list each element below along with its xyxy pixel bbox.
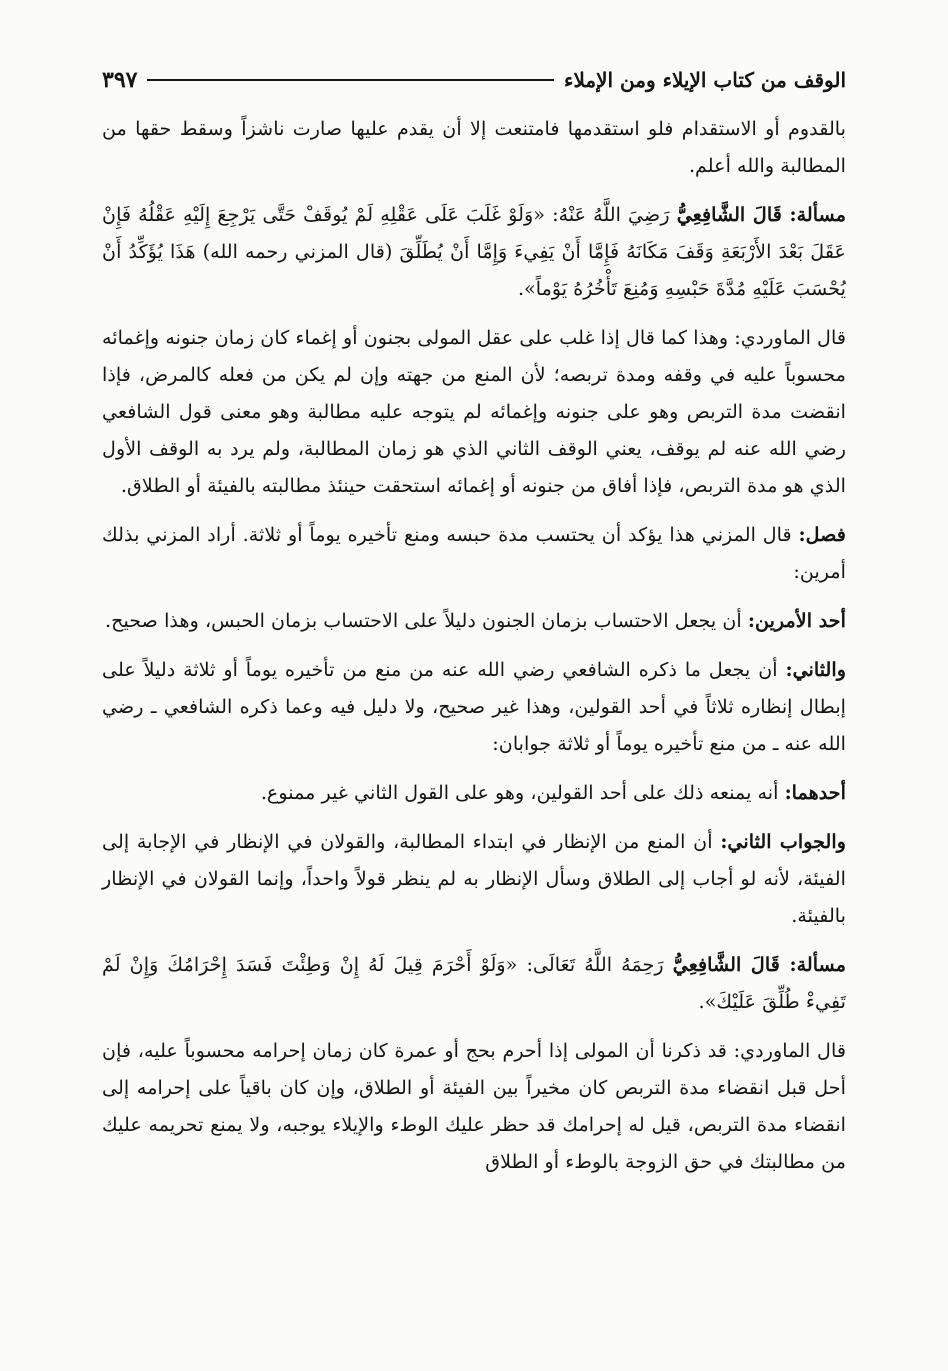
paragraph-lead: مسألة: قَالَ الشَّافِعِيُّ [672,953,846,976]
paragraph-text: قال الماوردي: قد ذكرنا أن المولى إذا أحرم بحج أو عمرة كان زمان إحرامه محسوباً عليه، فإن أحل قبل انقضاء مدة التربص كان مخيراً بين الفيئة أو الطلاق، وإن كان باقياً على إحرامه إلى انقضاء مدة التربص، قيل له إحرامك قد حظر عليك الوطء والإيلاء يوجبه، ولا يمنع تحريمه عليك من مطالبتك في حق الزوجة بالوطء أو الطلاق [102,1039,846,1173]
paragraph-text: قال الماوردي: وهذا كما قال إذا غلب على عقل المولى بجنون أو إغماء كان زمان جنونه وإغمائه محسوباً عليه في وقفه ومدة تربصه؛ لأن المنع من جهته وإن لم يكن من فعله كالمرض، فإذا انقضت مدة التربص وهو على جنونه وإغمائه لم يتوجه عليه مطالبة وهو معنى قول الشافعي رضي الله عنه لم يوقف، يعني الوقف الثاني الذي هو زمان المطالبة، ولم يرد به الوقف الأول الذي هو مدة التربص، فإذا أفاق من جنونه أو إغمائه استحقت حينئذ مطالبته بالفيئة أو الطلاق. [102,326,846,497]
paragraph-mawardi-2 [102,1032,846,1180]
paragraph-lead: فصل: [798,523,846,546]
paragraph-masala-2 [102,946,846,1020]
running-title: الوقف من كتاب الإيلاء ومن الإملاء [564,68,846,92]
paragraph-continuation [102,110,846,184]
page-number: ٣٩٧ [102,67,138,93]
paragraph-text: قال المزني هذا يؤكد أن يحتسب مدة حبسه ومنع تأخيره يوماً أو ثلاثة. أراد المزني بذلك أمرين: [102,523,846,583]
paragraph-text: رَضِيَ اللَّهُ عَنْهُ: «وَلَوْ غَلَبَ عَلَى عَقْلِهِ لَمْ يُوقَفْ حَتَّى يَرْجِعَ إِلَيْهِ عَقْلُهُ فَإِنْ عَقَلَ بَعْدَ الأَرْبَعَةِ وَقَفَ مَكَانَهُ فَإِمَّا أَنْ يَفِيءَ وَإِمَّا أَنْ يُطَلِّقَ (قال المزني رحمه الله) هَذَا يُؤَكِّدُ أَنْ يُحْسَبَ عَلَيْهِ مُدَّةَ حَبْسِهِ وَمُنِعَ تَأْخُرُهُ يَوْماً». [102,203,846,300]
paragraph-lead: أحدهما: [784,781,846,804]
paragraph-second-matter [102,651,846,762]
paragraph-lead: أحد الأمرين: [747,609,846,632]
paragraph-text: بالقدوم أو الاستقدام فلو استقدمها فامتنعت إلا أن يقدم عليها صارت ناشزاً وسقط حقها من المطالبة والله أعلم. [102,117,846,177]
paragraph-fasl [102,516,846,590]
paragraph-first-matter [102,602,846,639]
paragraph-text: أنه يمنعه ذلك على أحد القولين، وهو على القول الثاني غير ممنوع. [260,781,779,804]
paragraph-text: رَحِمَهُ اللَّهُ تَعَالَى: «وَلَوْ أَحْرَمَ قِيلَ لَهُ إِنْ وَطِئْتَ فَسَدَ إِحْرَامُكَ وَإِنْ لَمْ تَفِيءْ طُلِّقَ عَلَيْكَ». [102,953,846,1013]
paragraph-second-answer [102,823,846,934]
paragraph-mawardi-1 [102,319,846,504]
paragraph-text: أن يجعل ما ذكره الشافعي رضي الله عنه من منع من تأخيره يوماً أو ثلاثة دليلاً على إبطال إنظاره ثلاثاً في أحد القولين، وهذا غير صحيح، ولا دليل فيه وعما ذكره الشافعي ـ رضي الله عنه ـ من منع تأخيره يوماً أو ثلاثة جوابان: [102,658,846,755]
paragraph-text: أن المنع من الإنظار في ابتداء المطالبة، والقولان في الإنظار في الإجابة إلى الفيئة، لأنه لو أجاب إلى الطلاق وسأل الإنظار به لم ينظر قولاً واحداً، وإنما القولان في الإنظار بالفيئة. [102,830,846,927]
running-header [102,58,846,102]
paragraph-lead: مسألة: قَالَ الشَّافِعِيُّ [676,203,846,226]
paragraph-masala-1 [102,196,846,307]
paragraph-lead: والثاني: [785,658,846,681]
paragraph-first-answer [102,774,846,811]
paragraph-text: أن يجعل الاحتساب بزمان الجنون دليلاً على الاحتساب بزمان الحبس، وهذا صحيح. [105,609,742,632]
paragraph-lead: والجواب الثاني: [720,830,846,853]
header-rule [147,79,554,81]
